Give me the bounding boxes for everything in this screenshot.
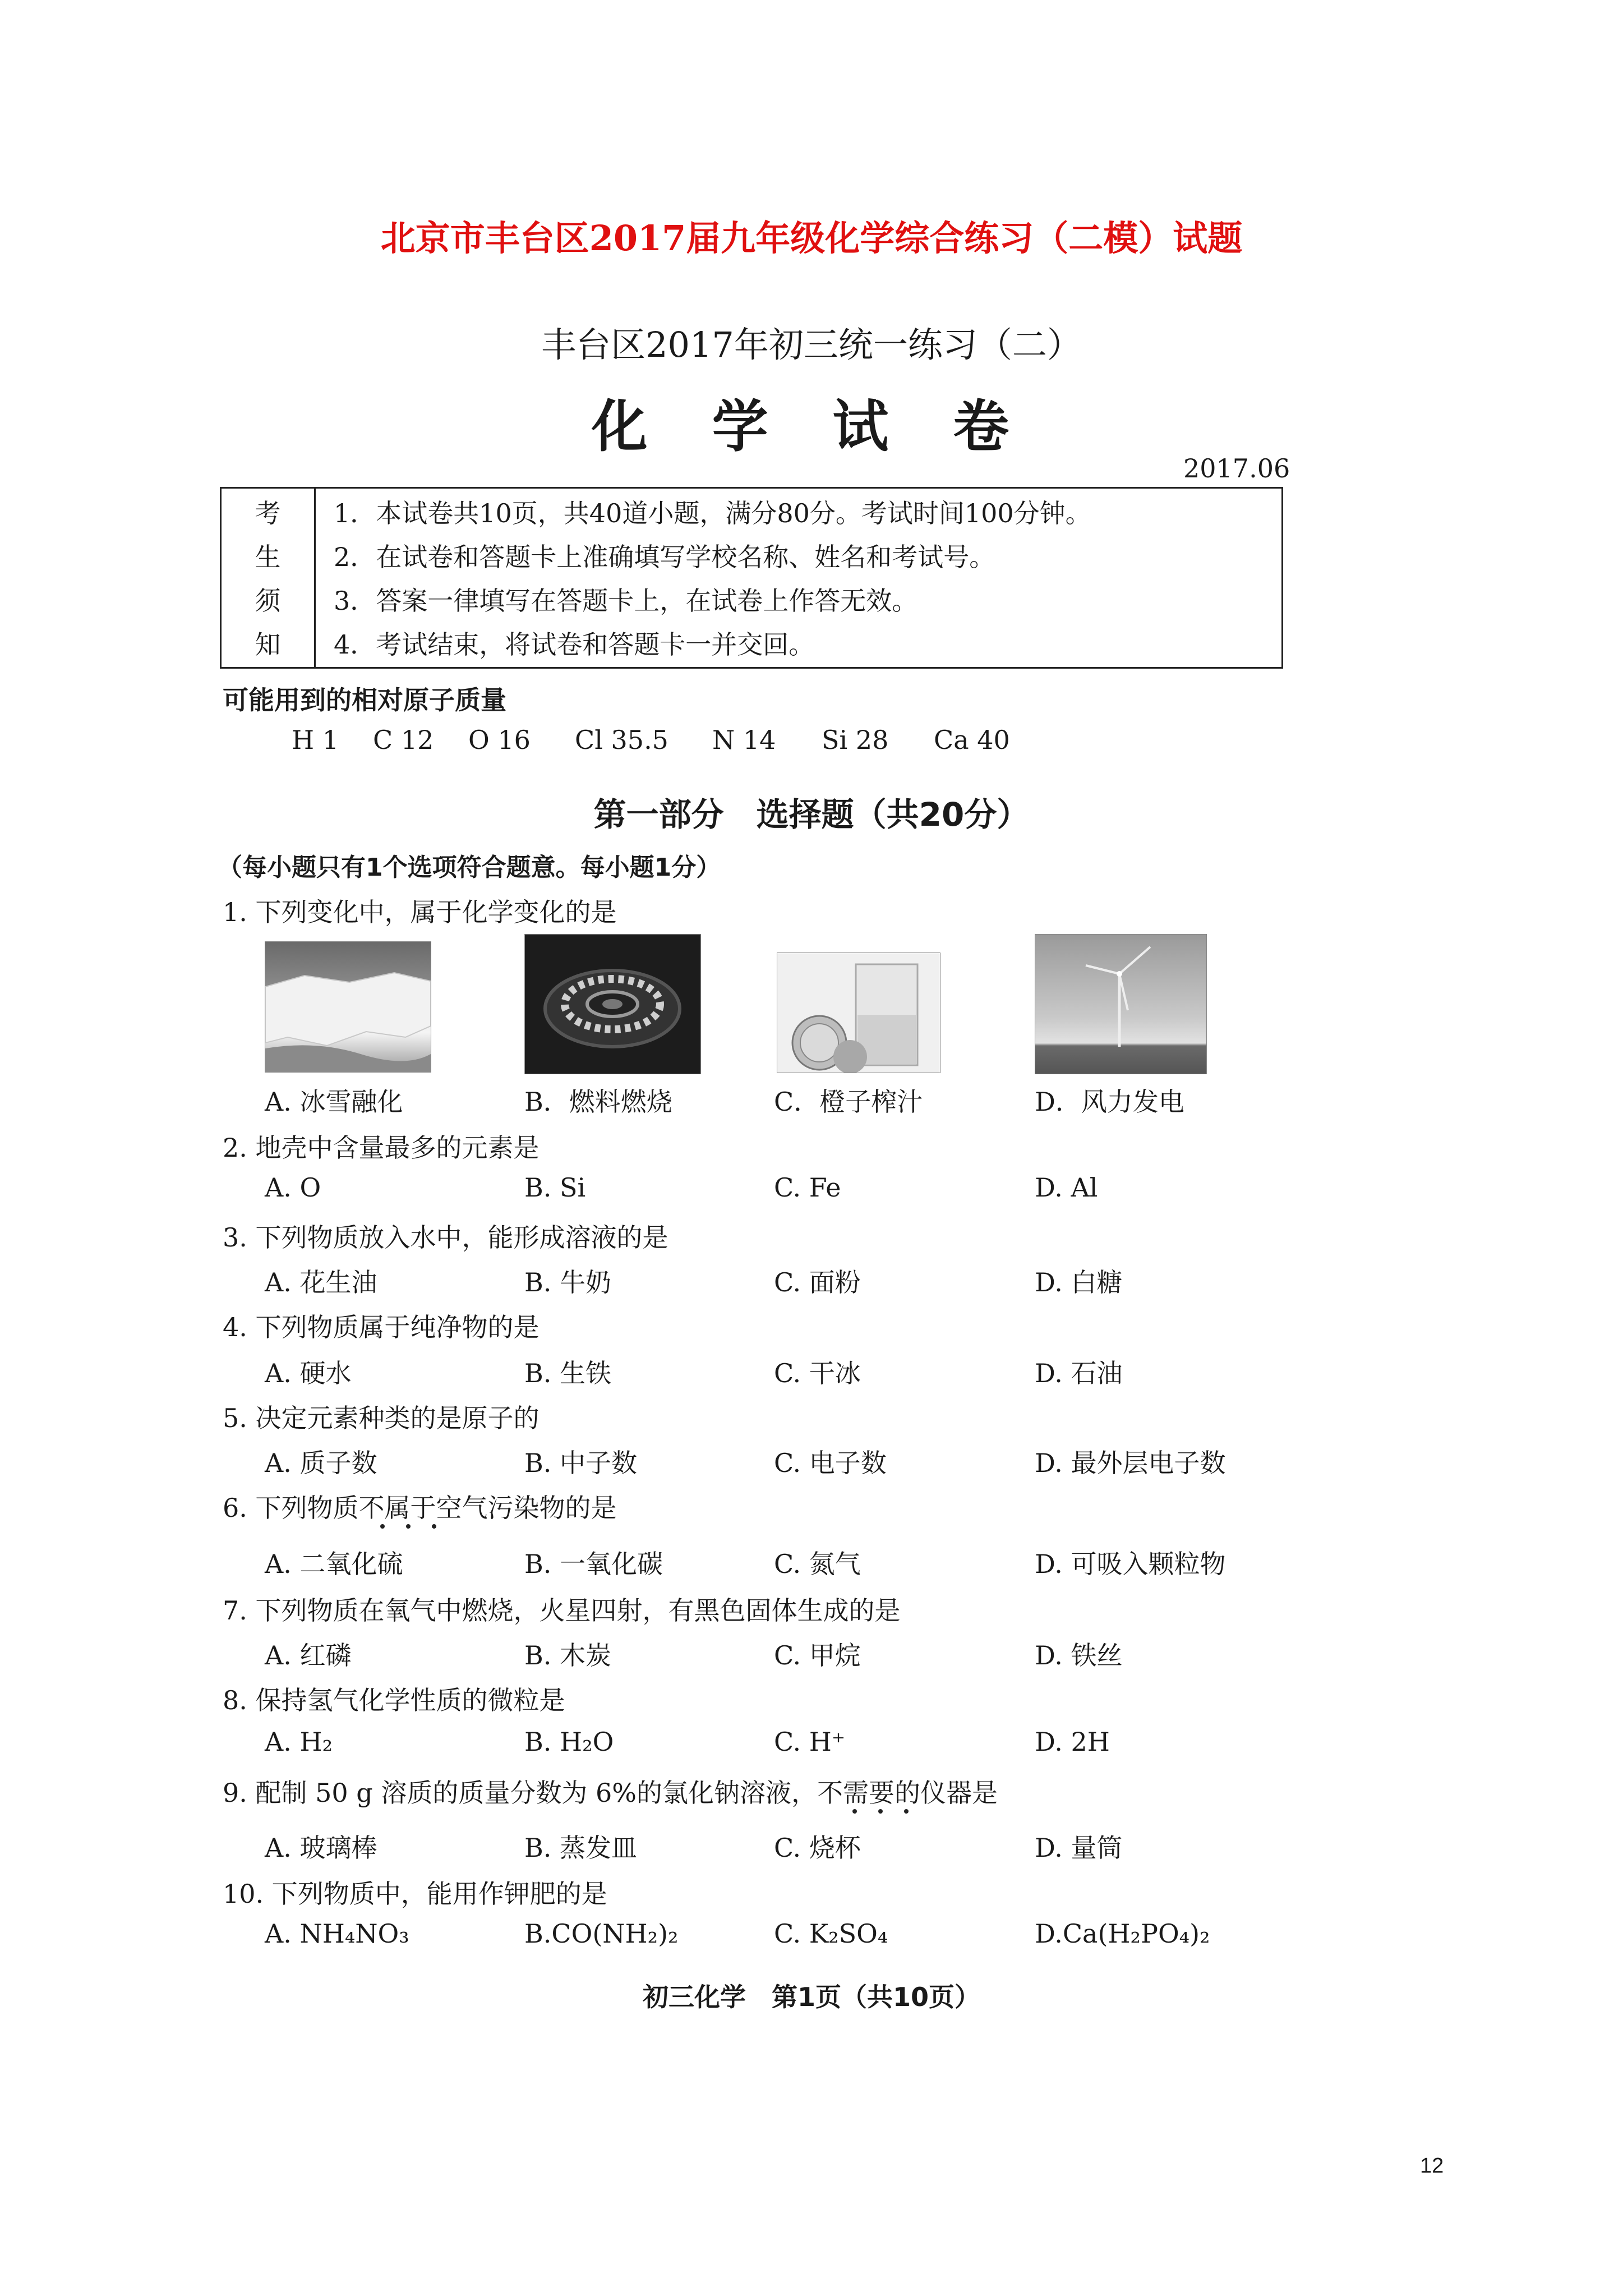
atomic-mass-title: 可能用到的相对原子质量 <box>223 685 506 715</box>
question-stem: 8. 保持氢气化学性质的微粒是 <box>223 1685 565 1715</box>
option-b: B. Si <box>524 1172 586 1203</box>
option-a: A. 二氧化硫 <box>265 1549 403 1579</box>
option-d: D. Al <box>1035 1172 1098 1203</box>
option-d: D. 石油 <box>1035 1358 1123 1388</box>
question-stem: 7. 下列物质在氧气中燃烧，火星四射，有黑色固体生成的是 <box>223 1595 901 1626</box>
atomic-mass-item: O 16 <box>468 725 531 755</box>
option-c: C. 干冰 <box>774 1358 861 1388</box>
option-a: A. 花生油 <box>265 1267 377 1297</box>
emphasis-dot <box>406 1524 411 1529</box>
part-one-title: 第一部分 选择题（共20分） <box>593 795 1030 834</box>
emphasis-dot <box>852 1809 857 1814</box>
candidate-notice-box <box>220 487 1283 669</box>
option-b: B. 蒸发皿 <box>524 1833 638 1863</box>
atomic-mass-item: Cl 35.5 <box>575 725 668 755</box>
notice-label-char: 知 <box>255 629 281 660</box>
option-c: C. 烧杯 <box>774 1833 861 1863</box>
emphasis-dot <box>432 1524 436 1529</box>
option-b: B. 木炭 <box>524 1640 612 1671</box>
part-one-note: （每小题只有1个选项符合题意。每小题1分） <box>218 853 721 882</box>
option-a: A. 玻璃棒 <box>265 1833 377 1863</box>
option-d: D. 2H <box>1035 1727 1110 1757</box>
question-stem: 1. 下列变化中，属于化学变化的是 <box>223 897 617 927</box>
emphasis-dot <box>878 1809 883 1814</box>
atomic-mass-item: C 12 <box>373 725 434 755</box>
question-stem: 10. 下列物质中，能用作钾肥的是 <box>223 1879 607 1909</box>
option-d: D.Ca(H₂PO₄)₂ <box>1035 1918 1210 1949</box>
notice-line: 2．在试卷和答题卡上准确填写学校名称、姓名和考试号。 <box>334 542 995 572</box>
atomic-mass-item: H 1 <box>292 725 339 755</box>
option-c: C. 电子数 <box>774 1448 887 1478</box>
notice-label-char: 生 <box>255 542 281 572</box>
option-c: C. 面粉 <box>774 1267 861 1297</box>
option-b: B. 一氧化碳 <box>524 1549 663 1579</box>
option-b: B.CO(NH₂)₂ <box>524 1918 679 1949</box>
exam-title: 化 学 试 卷 <box>591 393 1032 459</box>
emphasis-dot <box>380 1524 385 1529</box>
option-a: A. 质子数 <box>265 1448 377 1478</box>
emphasis-dot <box>904 1809 909 1814</box>
option-a: A. O <box>265 1172 321 1203</box>
atomic-mass-item: Si 28 <box>822 725 889 755</box>
atomic-mass-item: Ca 40 <box>934 725 1010 755</box>
option-c: C. H⁺ <box>774 1727 846 1757</box>
option-a: A. 冰雪融化 <box>265 1087 403 1117</box>
option-c: C. 甲烷 <box>774 1640 861 1671</box>
question-stem: 6. 下列物质不属于空气污染物的是 <box>223 1493 617 1523</box>
option-b: B. H₂O <box>524 1727 614 1757</box>
exam-date: 2017.06 <box>1183 453 1290 484</box>
option-a: A. 红磷 <box>265 1640 352 1671</box>
gas-stove-flame-image <box>524 934 701 1074</box>
page-number: 12 <box>1420 2154 1444 2178</box>
wind-turbine-image <box>1035 934 1207 1074</box>
option-c: C．橙子榨汁 <box>774 1087 923 1117</box>
option-d: D. 最外层电子数 <box>1035 1448 1226 1478</box>
notice-label-char: 须 <box>255 586 281 616</box>
option-c: C. K₂SO₄ <box>774 1918 888 1949</box>
document-title: 北京市丰台区2017届九年级化学综合练习（二模）试题 <box>380 218 1243 259</box>
exam-subtitle: 丰台区2017年初三统一练习（二） <box>541 324 1082 365</box>
option-c: C. 氮气 <box>774 1549 861 1579</box>
page-footer: 初三化学 第1页（共10页） <box>642 1982 981 2012</box>
option-b: B．燃料燃烧 <box>524 1087 672 1117</box>
option-a: A. H₂ <box>265 1727 333 1757</box>
option-d: D. 可吸入颗粒物 <box>1035 1549 1226 1579</box>
option-b: B. 牛奶 <box>524 1267 612 1297</box>
option-b: B. 生铁 <box>524 1358 612 1388</box>
option-d: D. 量筒 <box>1035 1833 1123 1863</box>
notice-line: 3．答案一律填写在答题卡上，在试卷上作答无效。 <box>334 586 918 616</box>
question-stem: 4. 下列物质属于纯净物的是 <box>223 1312 540 1342</box>
question-stem: 2. 地壳中含量最多的元素是 <box>223 1133 540 1163</box>
atomic-mass-item: N 14 <box>712 725 776 755</box>
option-c: C. Fe <box>774 1172 841 1203</box>
ice-snow-melting-image <box>265 941 431 1073</box>
option-d: D. 白糖 <box>1035 1267 1123 1297</box>
orange-juice-image <box>777 953 940 1073</box>
notice-line: 1．本试卷共10页，共40道小题，满分80分。考试时间100分钟。 <box>334 498 1091 528</box>
option-a: A. NH₄NO₃ <box>265 1918 409 1949</box>
notice-label-char: 考 <box>255 498 281 528</box>
question-stem: 9. 配制 50 g 溶质的质量分数为 6%的氯化钠溶液，不需要的仪器是 <box>223 1778 998 1808</box>
notice-label-column <box>222 489 316 667</box>
question-stem: 3. 下列物质放入水中，能形成溶液的是 <box>223 1222 668 1253</box>
question-stem: 5. 决定元素种类的是原子的 <box>223 1403 540 1433</box>
option-a: A. 硬水 <box>265 1358 352 1388</box>
notice-line: 4．考试结束，将试卷和答题卡一并交回。 <box>334 629 815 660</box>
option-b: B. 中子数 <box>524 1448 638 1478</box>
option-d: D．风力发电 <box>1035 1087 1184 1117</box>
option-d: D. 铁丝 <box>1035 1640 1123 1671</box>
